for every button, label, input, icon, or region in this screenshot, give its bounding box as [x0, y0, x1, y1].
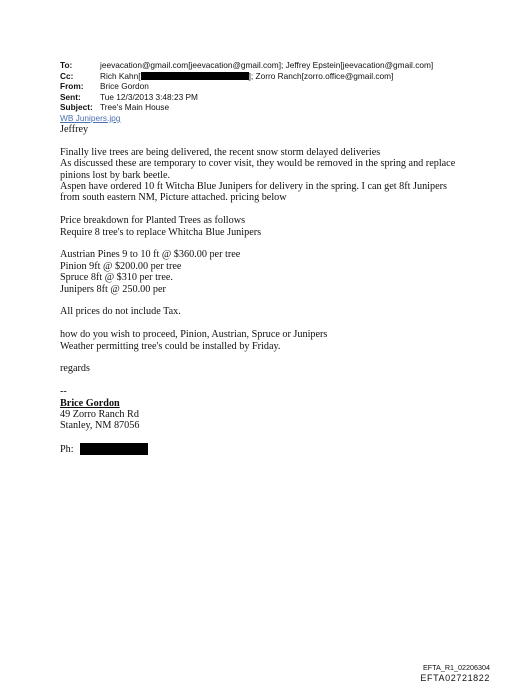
- to-row: [60, 60, 460, 71]
- cc-value: [100, 71, 393, 82]
- body-line: Require 8 tree's to replace Whitcha Blue Junipers: [60, 226, 262, 238]
- from-label: From:: [60, 81, 84, 92]
- sent-label: Sent:: [60, 91, 81, 102]
- email-header: [60, 60, 460, 124]
- body-line: Aspen have ordered 10 ft Witcha Blue Junipers for delivery in the spring. I can get 8ft Junipers: [60, 181, 447, 193]
- price-list: [60, 249, 460, 295]
- paragraph-delivery: [60, 147, 460, 204]
- body-line: pinions lost by bark beetle.: [60, 169, 171, 181]
- body-line: how do you wish to proceed, Pinion, Austrian, Spruce or Junipers: [60, 329, 328, 341]
- to-label: To:: [60, 60, 73, 70]
- body-line: Finally live trees are being delivered, the recent snow storm delayed deliveries: [60, 146, 381, 158]
- body-line: As discussed these are temporary to cover visit, they would be removed in the spring and replace: [60, 158, 456, 170]
- subject-label: Subject:: [60, 102, 93, 113]
- body-line: from south eastern NM, Picture attached. pricing below: [60, 192, 287, 204]
- price-item: Pinion 9ft @ $200.00 per tree: [60, 260, 182, 272]
- price-item: Junipers 8ft @ 250.00 per: [60, 283, 166, 295]
- attachment-link[interactable]: WB Junipers.jpg: [60, 112, 121, 123]
- signature-address-1: 49 Zorro Ranch Rd: [60, 409, 139, 421]
- paragraph-proceed: [60, 329, 460, 352]
- signature-dashes: --: [60, 386, 67, 398]
- paragraph-pricing-intro: [60, 215, 460, 238]
- signature: [60, 386, 460, 432]
- phone-row: [60, 443, 460, 455]
- greeting: Jeffrey: [60, 124, 89, 135]
- sent-value: Tue 12/3/2013 3:48:23 PM: [100, 91, 198, 102]
- footer-ref-1: EFTA_R1_02206304: [423, 663, 490, 672]
- cc-value-pre: Rich Kahn[: [100, 70, 141, 81]
- price-item: Spruce 8ft @ $310 per tree.: [60, 272, 173, 284]
- closing: regards: [60, 363, 90, 375]
- email-body: [60, 124, 460, 467]
- signature-address-2: Stanley, NM 87056: [60, 420, 140, 432]
- to-value: jeevacation@gmail.com[jeevacation@gmail.com]; Jeffrey Epstein[jeevacation@gmail.com]: [100, 60, 434, 70]
- attachment-row: [60, 113, 460, 124]
- phone-redaction: [80, 443, 148, 455]
- from-value: Brice Gordon: [100, 81, 149, 92]
- tax-note: All prices do not include Tax.: [60, 306, 181, 318]
- body-line: Weather permitting tree's could be installed by Friday.: [60, 340, 281, 352]
- subject-row: [60, 102, 460, 113]
- price-item: Austrian Pines 9 to 10 ft @ $360.00 per tree: [60, 249, 241, 261]
- body-line: Price breakdown for Planted Trees as follows: [60, 215, 246, 227]
- cc-label: Cc:: [60, 70, 74, 81]
- phone-label: Ph:: [60, 444, 74, 456]
- signature-name: Brice Gordon: [60, 397, 120, 409]
- cc-value-post: ]; Zorro Ranch[zorro.office@gmail.com]: [248, 70, 394, 81]
- subject-value: Tree's Main House: [100, 102, 170, 113]
- sent-row: [60, 92, 460, 103]
- footer-ref-2: EFTA02721822: [420, 673, 490, 683]
- cc-redaction: [141, 72, 249, 80]
- from-row: [60, 81, 460, 92]
- cc-row: [60, 71, 460, 82]
